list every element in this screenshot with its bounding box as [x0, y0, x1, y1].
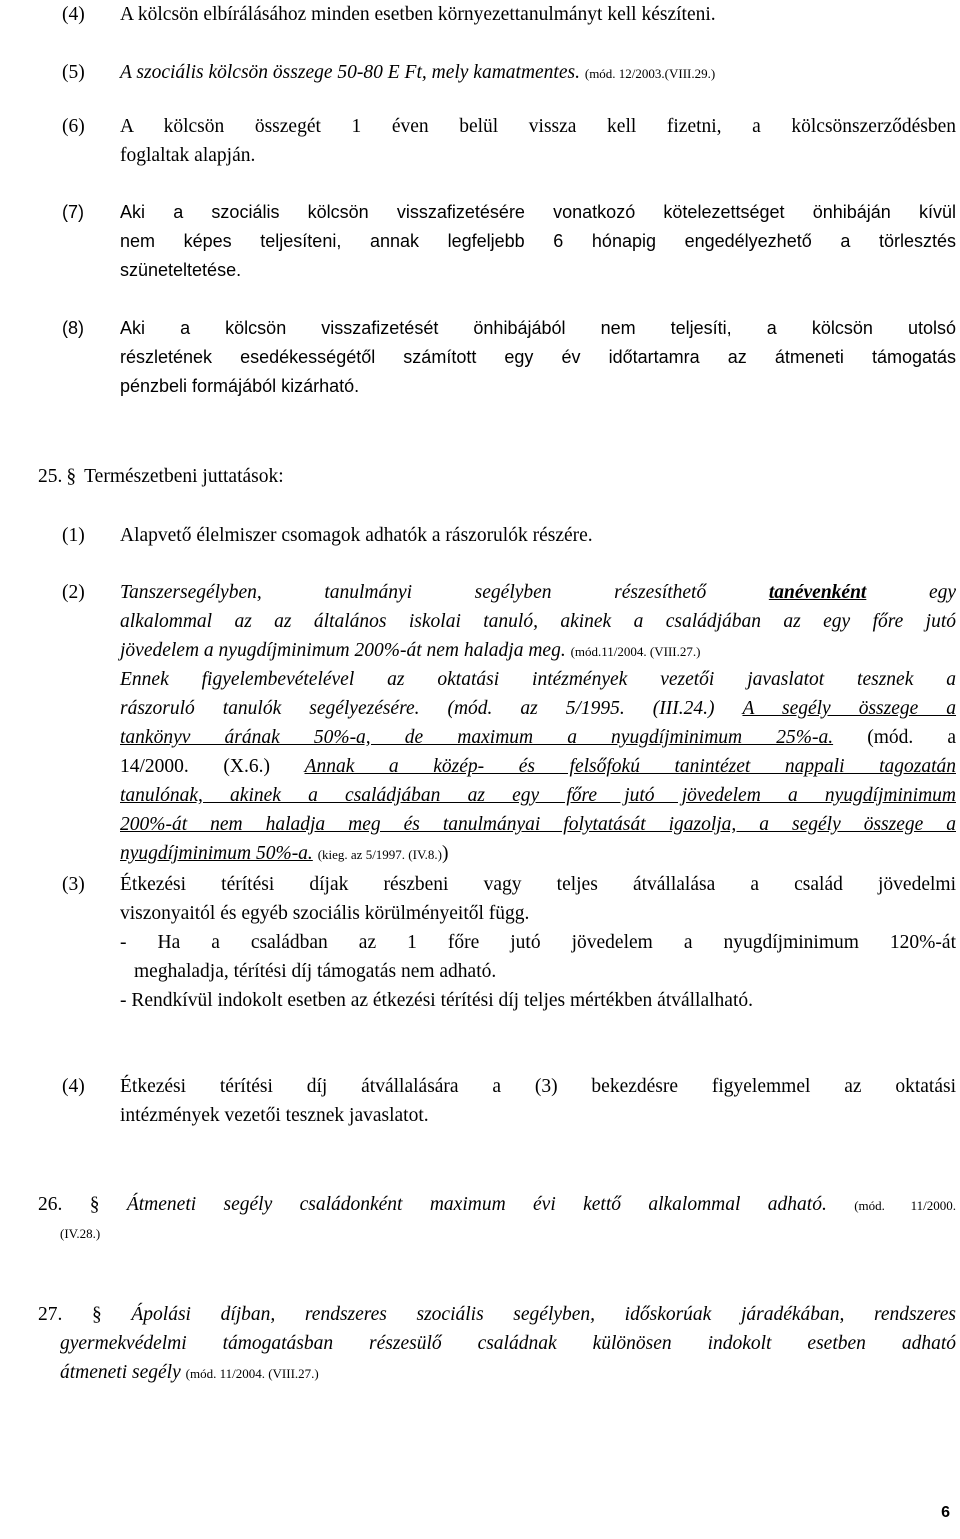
amendment-note: (mód. 11/2000. — [854, 1198, 956, 1213]
underlined-text: A segély összege a — [742, 698, 957, 719]
paragraph-text — [120, 578, 956, 868]
paragraph-text — [120, 58, 956, 87]
paragraph-number: (7) — [62, 202, 84, 222]
section-number: 26. — [38, 1194, 63, 1215]
section-number: 25. — [38, 466, 63, 487]
paragraph-text — [120, 1072, 956, 1130]
section-mark: § — [66, 466, 77, 487]
paragraph-number: (4) — [62, 1076, 85, 1097]
text-line — [38, 1300, 956, 1329]
bullet-continuation: meghaladja, térítési díj támogatás nem adható. — [134, 961, 497, 982]
paragraph-number: (4) — [62, 4, 85, 25]
text-line — [120, 752, 956, 781]
text-line: gyermekvédelmi támogatásban részesülő családnak különösen indokolt esetben adható — [60, 1333, 956, 1354]
text-line: foglaltak alapján. — [120, 145, 256, 166]
text-line: nem képes teljesíteni, annak legfeljebb 6 hónapig engedélyezhető a törlesztés — [120, 231, 956, 251]
paragraph-text: A kölcsön elbírálásához minden esetben környezettanulmányt kell készíteni. — [120, 4, 716, 25]
text-line — [120, 636, 956, 665]
paragraph-number: (5) — [62, 62, 85, 83]
underlined-text: tankönyv árának 50%-a, de maximum a nyugdíjminimum 25%-a. — [120, 727, 834, 748]
section-25-heading — [38, 462, 956, 491]
text-line: A kölcsön összegét 1 éven belül vissza kell fizetni, a kölcsönszerződésben — [120, 116, 956, 137]
text-line: tanulónak, akinek a családjában az egy főre jutó jövedelem a nyugdíjminimum — [120, 785, 956, 806]
text-span: Tanszersegélyben, tanulmányi segélyben részesíthető — [120, 582, 707, 603]
underlined-text: Annak a közép- és felsőfokú tanintézet nappali tagozatán — [304, 756, 956, 777]
text-line: Étkezési térítési díj átvállalására a (3) bekezdésre figyelemmel az oktatási — [120, 1076, 956, 1097]
text-line: Aki a kölcsön visszafizetését önhibájából nem teljesíti, a kölcsön utolsó — [120, 318, 956, 338]
paragraph-number: (1) — [62, 525, 85, 546]
text-span: ) — [442, 843, 449, 864]
text-line: 200%-át nem haladja meg és tanulmányai folytatását igazolja, a segély összege a — [120, 814, 956, 835]
bullet-line: - Ha a családban az 1 főre jutó jövedelem a nyugdíjminimum 120%-át — [120, 932, 956, 953]
section-text: Ápolási díjban, rendszeres szociális segélyben, időskorúak járadékában, rendszeres — [131, 1304, 956, 1325]
text-line — [38, 1190, 956, 1219]
text-span: rászoruló tanulók segélyezésére. (mód. az 5/1995. (III.24.) — [120, 698, 715, 719]
text-line: Aki a szociális kölcsön visszafizetésére vonatkozó kötelezettséget önhibáján kívül — [120, 202, 956, 222]
paragraph-number: (8) — [62, 318, 84, 338]
paragraph-text: Alapvető élelmiszer csomagok adhatók a rászorulók részére. — [120, 525, 593, 546]
amendment-note: (IV.28.) — [60, 1226, 101, 1241]
bullet-line: - Rendkívül indokolt esetben az étkezési térítési díj teljes mértékben átvállalható. — [120, 990, 753, 1011]
text-line: Étkezési térítési díjak részbeni vagy teljes átvállalása a család jövedelmi — [120, 874, 956, 895]
text-line: pénzbeli formájából kizárható. — [120, 376, 360, 396]
amendment-note: (mód.11/2004. (VIII.27.) — [570, 644, 701, 659]
section-26 — [38, 1190, 956, 1248]
section-title: Természetbeni juttatások: — [84, 466, 284, 487]
section-text: Átmeneti segély családonként maximum évi kettő alkalommal adható. — [126, 1194, 827, 1215]
text-line — [38, 1358, 956, 1387]
amendment-note: (mód. 11/2004. (VIII.27.) — [185, 1366, 319, 1381]
text-line: Ennek figyelembevételével az oktatási intézmények vezetői javaslatot tesznek a — [120, 669, 956, 690]
section-mark: § — [89, 1194, 100, 1215]
text-line — [120, 723, 956, 752]
emphasized-term: tanévenként — [768, 582, 867, 603]
section-text: átmeneti segély — [60, 1362, 181, 1383]
text-line: alkalommal az az általános iskolai tanuló, akinek a családjában az egy főre jutó — [120, 611, 956, 632]
paragraph-number: (3) — [62, 874, 85, 895]
section-number: 27. — [38, 1304, 63, 1325]
paragraph-text — [120, 870, 956, 1015]
paragraph-text — [120, 112, 956, 170]
paragraph-number: (2) — [62, 582, 85, 603]
text-line — [120, 578, 956, 607]
text-line: viszonyaitól és egyéb szociális körülményeitől függ. — [120, 903, 530, 924]
amendment-note: (mód. 12/2003.(VIII.29.) — [584, 66, 716, 81]
paragraph-text — [120, 198, 956, 285]
paragraph-text — [120, 314, 956, 401]
amendment-note: (kieg. az 5/1997. (IV.8.) — [317, 847, 442, 862]
underlined-text: nyugdíjminimum 50%-a. — [120, 843, 313, 864]
section-mark: § — [92, 1304, 102, 1325]
text-span: jövedelem a nyugdíjminimum 200%-át nem haladja meg. — [120, 640, 566, 661]
text-line: szüneteltetése. — [120, 260, 242, 280]
paragraph-main-text: A szociális kölcsön összege 50-80 E Ft, mely kamatmentes. — [120, 62, 580, 83]
text-line — [120, 694, 956, 723]
amendment-note: 14/2000. (X.6.) — [120, 756, 270, 777]
text-line — [120, 839, 956, 868]
text-line: intézmények vezetői tesznek javaslatot. — [120, 1105, 429, 1126]
text-line: részletének esedékességétől számított egy év időtartamra az átmeneti támogatás — [120, 347, 956, 367]
paragraph-number: (6) — [62, 116, 85, 137]
page-number: 6 — [941, 1504, 950, 1521]
text-span: egy — [928, 582, 957, 603]
section-27 — [38, 1300, 956, 1387]
amendment-note: (mód. a — [867, 727, 956, 748]
